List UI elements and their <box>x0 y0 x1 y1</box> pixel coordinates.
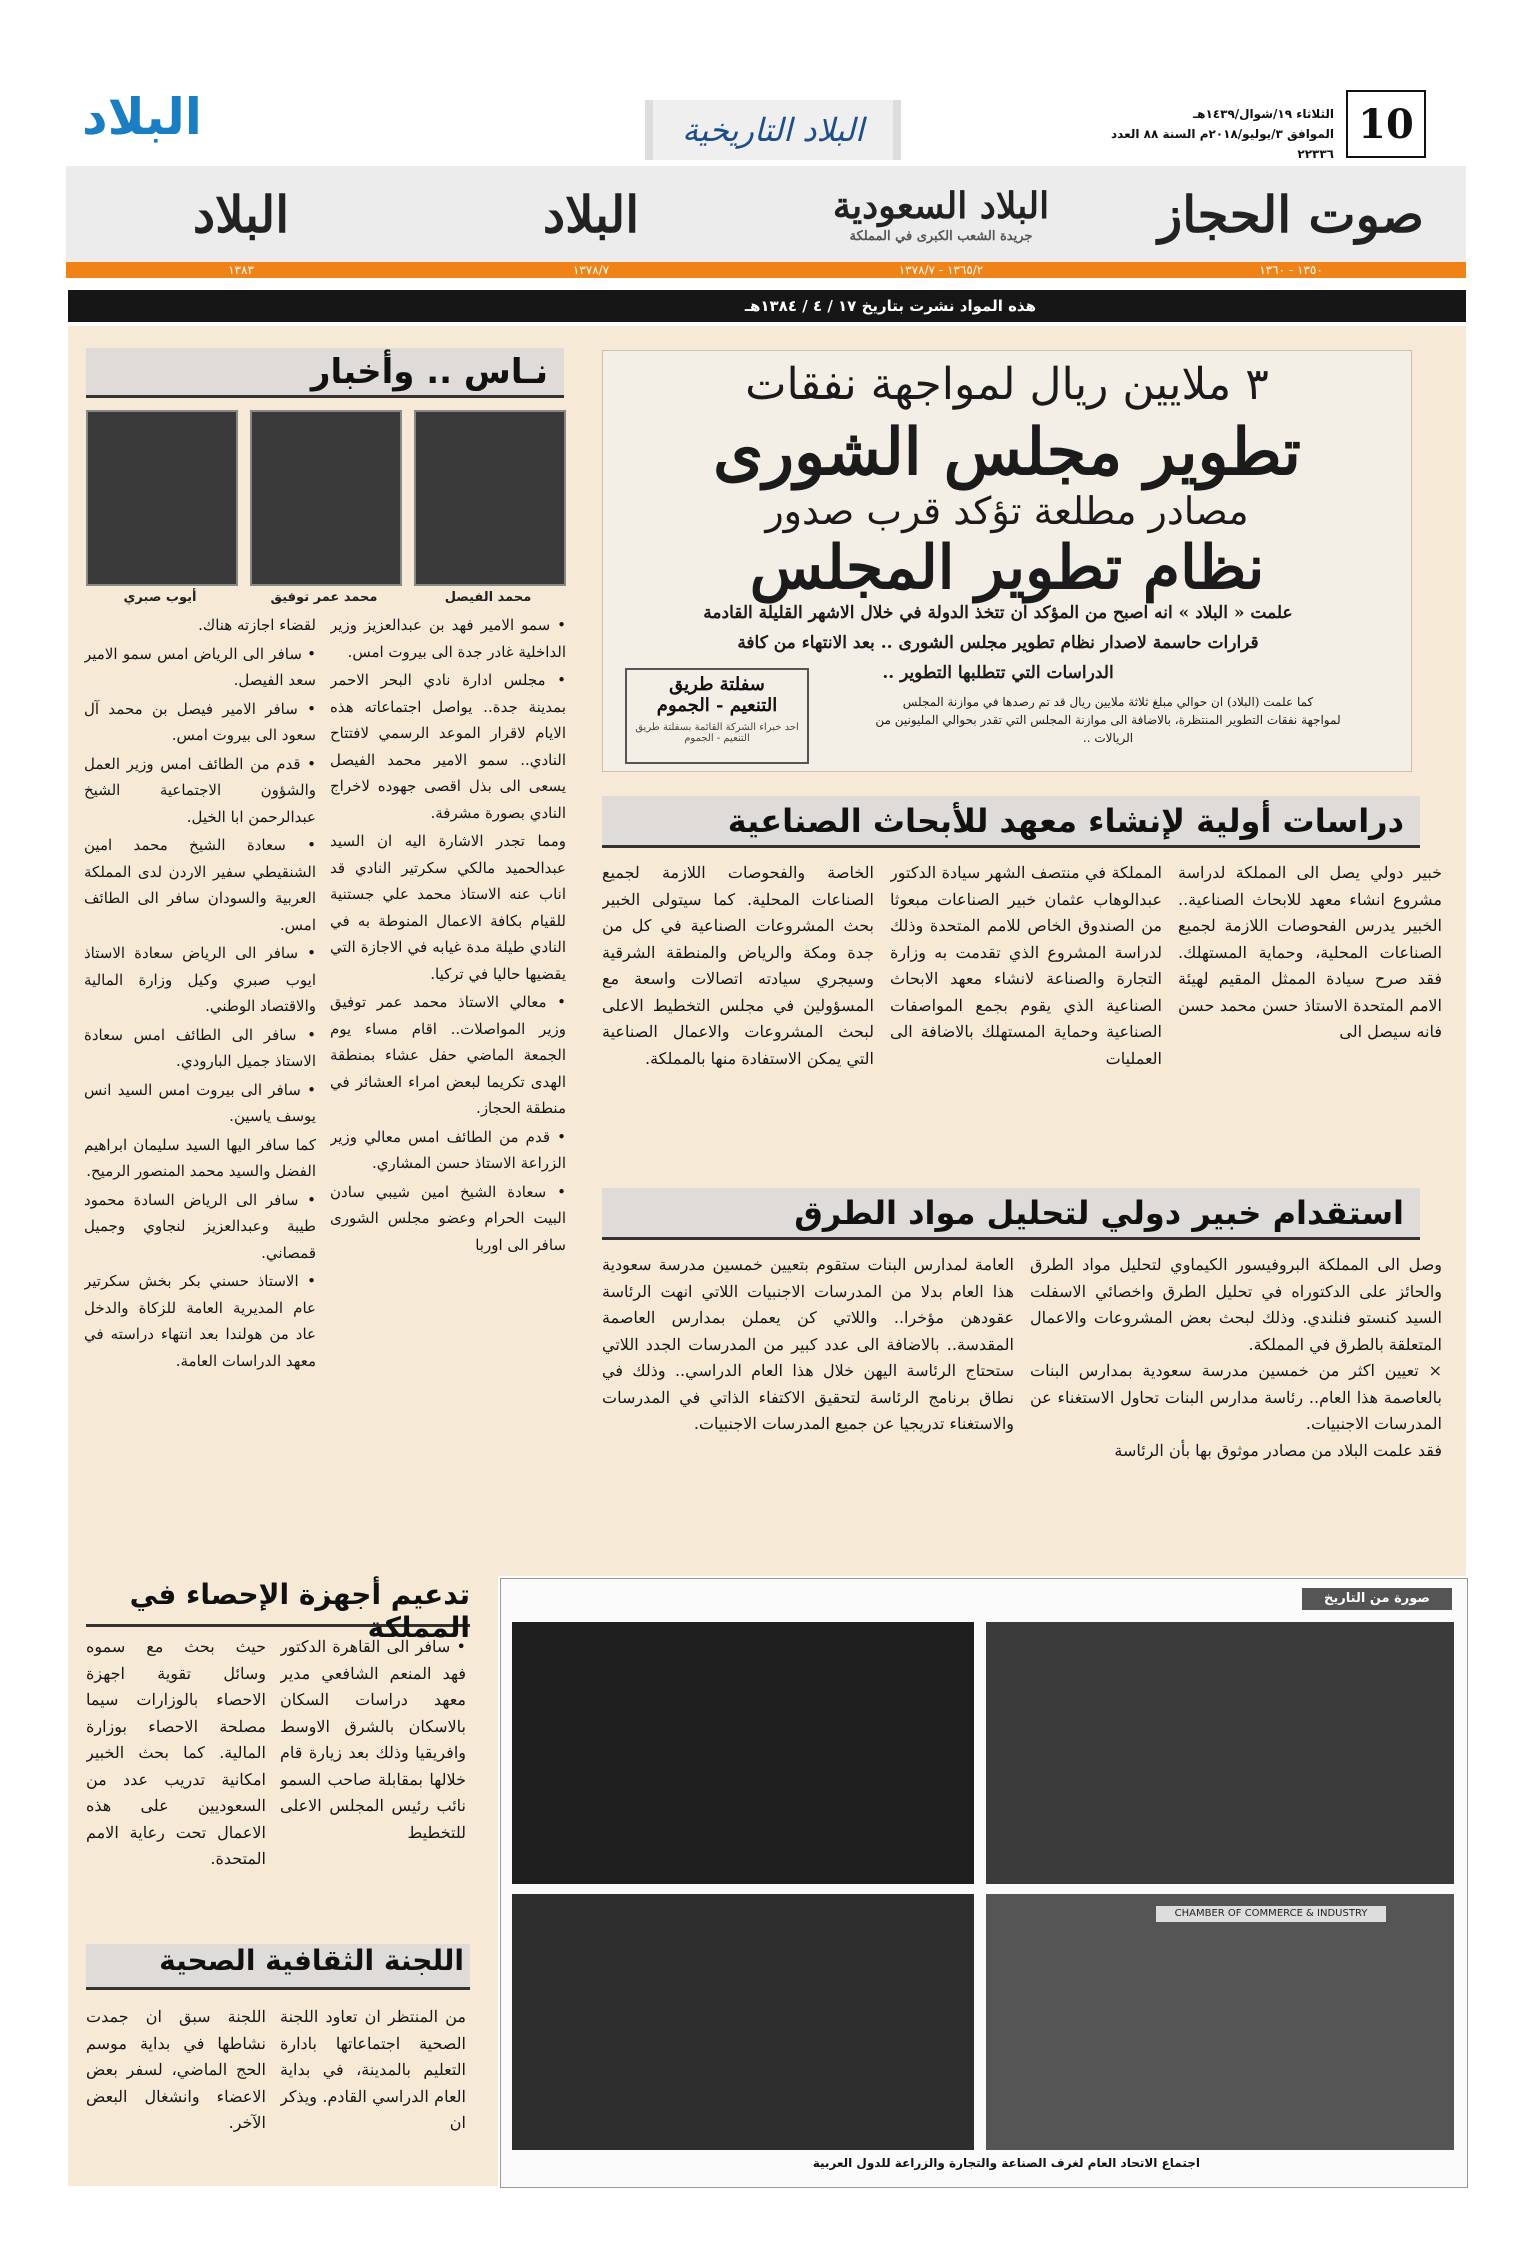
lead-body: كما علمت (البلاد) ان حوالي مبلغ ثلاثة ملايين ريال قد تم رصدها في موازنة المجلس <box>902 695 1314 709</box>
portrait-caption: محمد عمر توفيق <box>270 590 378 605</box>
people-news-column-right <box>330 612 566 1542</box>
masthead-years: ١٣٧٨/٧ <box>572 263 610 277</box>
news-item: لقضاء اجازته هناك. <box>198 616 316 634</box>
history-photo <box>512 1622 974 1884</box>
issue-date <box>1110 104 1334 164</box>
health-column-1: من المنتظر ان تعاود اللجنة الصحية اجتماعاتها بادارة التعليم بالمدينة، في بداية العام الدراسي القادم. ويذكر ان <box>280 2007 466 2132</box>
lead-headline-2: نظام تطوير المجلس <box>749 533 1265 603</box>
news-item: كما سافر اليها السيد سليمان ابراهيم الفضل والسيد محمد المنصور الرميح. <box>84 1135 316 1180</box>
history-photo-label: صورة من التاريخ <box>1302 1588 1452 1610</box>
roads-column-1: وصل الى المملكة البروفيسور الكيماوي لتحليل مواد الطرق والحائز على الدكتوراه في تحليل الطرق واخصائي الاسفلت السيد كنستو فنلندي. وذلك لبحث بعض المشروعات والاعمال المتعلقة بالطرق في المملكة. × تعيين اكثر من خمسين مدرسة سعودية بمدارس البنات بالعاصمة هذا العام.. رئاسة مدارس البنات تحاول الاستغناء عن المدرسات الاجنبيات. فقد علمت البلاد من مصادر موثوق بها بأن الرئاسة <box>1030 1255 1442 1460</box>
newspaper-logo: البلاد <box>82 88 202 146</box>
news-item: ومما تجدر الاشارة اليه ان السيد عبدالحميد مالكي سكرتير النادي قد اناب عنه الاستاذ محمد علي جستنية للقيام بكافة الاعمال المنوطة به في النادي طيلة مدة غيابه في الاجازة التي يقضيها حاليا في تركيا. <box>330 832 566 983</box>
chamber-banner: CHAMBER OF COMMERCE & INDUSTRY <box>1156 1906 1386 1922</box>
page-number: 10 <box>1346 90 1426 158</box>
lead-kicker: ٣ ملايين ريال لمواجهة نفقات <box>745 359 1269 410</box>
institute-column-1: خبير دولي يصل الى المملكة لدراسة مشروع انشاء معهد للابحاث الصناعية.. الخبير يدرس الفحوصات اللازمة لجميع الصناعات المحلية، وحماية المستهلك. فقد صرح سيادة الممثل المقيم لهيئة الامم المتحدة الاستاذ حسن محمد حسن فانه سيصل الى <box>1178 863 1442 1041</box>
lead-sidebar-box <box>625 668 809 764</box>
masthead-albilad-2: البلاد <box>192 184 290 244</box>
publication-date-bar <box>68 290 1466 322</box>
institute-column-3: الخاصة والفحوصات اللازمة لجميع الصناعات المحلية. كما سيتولى الخبير بحث المشروعات الصناعية في كل من جدة ومكة والرياض والمنطقة الشرقية وسيجري سيادته اتصالات واسعة مع المسؤولين في مجلس التخطيط الاعلى لبحث المشروعات والاعمال الصناعية التي يمكن الاستفادة منها بالمملكة. <box>602 863 874 1068</box>
lead-deck: مصادر مطلعة تؤكد قرب صدور <box>765 489 1249 533</box>
masthead-years: ١٣٦٥/٢ - ١٣٧٨/٧ <box>898 263 984 277</box>
lead-body: الريالات .. <box>1082 731 1134 745</box>
stats-column-2: حيث بحث مع سموه وسائل تقوية اجهزة الاحصاء بالوزارات سيما مصلحة الاحصاء بوزارة المالية. كما بحث الخبير امكانية تدريب عدد من السعوديين على هذه الاعمال تحت رعاية الامم المتحدة. <box>86 1637 266 1868</box>
lead-body: لمواجهة نفقات التطوير المنتظرة، بالاضافة الى موازنة المجلس التي تقدر بحوالي المليونين من <box>875 713 1341 727</box>
history-photo <box>986 1622 1454 1884</box>
masthead-years: ١٣٥٠ - ١٣٦٠ <box>1259 263 1323 277</box>
people-news-heading: نـاس .. وأخبار <box>86 348 564 398</box>
news-item: • سعادة الشيخ امين شيبي سادن البيت الحرام وعضو مجلس الشورى سافر الى اوربا <box>330 1182 566 1254</box>
news-item: • الاستاذ حسني بكر بخش سكرتير عام المديرية العامة للزكاة والدخل عاد من هولندا بعد انتهاء دراسته في معهد الدراسات العامة. <box>84 1272 316 1370</box>
news-item: • مجلس ادارة نادي البحر الاحمر بمدينة جدة.. يواصل اجتماعاته هذه الايام لاقرار الموعد الرسمي لافتتاح النادي.. سمو الامير محمد الفيصل يسعى الى بذل اقصى جهوده لاخراج النادي بصورة مشرفة. <box>330 671 566 822</box>
sidebar-title: سفلتة طريق <box>669 674 765 695</box>
lead-headline-1: تطوير مجلس الشورى <box>713 415 1301 490</box>
news-item: • قدم من الطائف امس معالي وزير الزراعة الاستاذ حسن المشاري. <box>330 1127 566 1172</box>
masthead-albilad-1: البلاد <box>542 184 640 244</box>
masthead-years-strip <box>66 262 1466 278</box>
sidebar-text: احد خبراء الشركة القائمة بسفلتة طريق التنعيم - الجموم <box>635 722 799 744</box>
history-photo <box>986 1894 1454 2150</box>
historic-mastheads <box>66 166 1466 262</box>
news-item: • سافر الى الرياض امس سمو الامير سعد الفيصل. <box>84 644 316 689</box>
history-photo-caption: اجتماع الاتحاد العام لغرف الصناعة والتجارة والزراعة للدول العربية <box>812 2156 1200 2170</box>
sidebar-title: التنعيم - الجموم <box>656 695 778 716</box>
news-item: • معالي الاستاذ محمد عمر توفيق وزير المواصلات.. اقام مساء يوم الجمعة الماضي حفل عشاء بمنطقة الهدى تكريما لبعض امراء العشائر في منطقة الحجاز. <box>330 993 566 1117</box>
lead-body: الدراسات التي تتطلبها التطوير .. <box>882 663 1114 683</box>
news-item: • سافر الامير فيصل بن محمد آل سعود الى بيروت امس. <box>84 699 316 744</box>
institute-heading: دراسات أولية لإنشاء معهد للأبحاث الصناعية <box>602 796 1420 848</box>
portrait-photo <box>86 410 238 586</box>
date-gregorian: الموافق ٣/يوليو/٢٠١٨م السنة ٨٨ العدد ٢٢٣٣٦ <box>1111 127 1334 161</box>
portrait-caption: أيوب صبري <box>123 590 197 605</box>
people-news-column-left <box>84 612 316 1542</box>
history-photo <box>512 1894 974 2150</box>
publication-note: هذه المواد نشرت بتاريخ ١٧ / ٤ / ١٣٨٤هـ <box>744 297 1036 315</box>
news-item: • سافر الى الطائف امس سعادة الاستاذ جميل البارودي. <box>84 1025 316 1070</box>
news-item: • سافر الى الرياض السادة محمود طيبة وعبدالعزيز لنجاوي وجميل قمصاني. <box>84 1190 316 1262</box>
health-column-2: اللجنة سبق ان جمدت نشاطها في بداية موسم الحج الماضي، لسفر بعض الاعضاء وانشغال البعض الآخر. <box>86 2007 266 2132</box>
lead-body: قرارات حاسمة لاصدار نظام تطوير مجلس الشورى .. بعد الانتهاء من كافة <box>737 633 1259 653</box>
masthead-sawt-alhijaz: صوت الحجاز <box>1158 184 1424 244</box>
news-item: • سعادة الشيخ محمد امين الشنقيطي سفير الاردن لدى المملكة العربية والسودان سافر الى الطائف امس. <box>84 836 316 934</box>
news-item: • سمو الامير فهد بن عبدالعزيز وزير الداخلية غادر جدة الى بيروت امس. <box>330 616 566 661</box>
lead-body: علمت « البلاد » انه اصبح من المؤكد ان تتخذ الدولة في خلال الاشهر القليلة القادمة <box>703 603 1293 623</box>
masthead-years: ١٣٨٣ <box>228 263 254 277</box>
news-item: • سافر الى بيروت امس السيد انس يوسف ياسين. <box>84 1080 316 1125</box>
institute-column-2: المملكة في منتصف الشهر سيادة الدكتور عبدالوهاب عثمان خبير الصناعات مبعوثا من الصندوق الخاص للامم المتحدة وذلك لدراسة المشروع الذي تقدمت به وزارة التجارة والصناعة لانشاء معهد الابحاث الصناعية الذي يقوم بجمع المواصفات الصناعية وحماية المستهلك بالاضافة الى العمليات <box>890 863 1162 1068</box>
roads-column-2: العامة لمدارس البنات ستقوم بتعيين خمسين مدرسة سعودية هذا العام بدلا من المدرسات الاجنبيات اللاتي انهت الرئاسة عقودهن مؤخرا.. واللاتي كن يعملن بمدارس العاصمة المقدسة.. بالاضافة الى عدد كبير من المدرسات الجدد اللاتي ستحتاج الرئاسة اليهن خلال هذا العام الدراسي.. وذلك في نطاق برنامج الرئاسة لتحقيق الاكتفاء الذاتي في المدرسات والاستغناء تدريجيا عن جميع المدرسات الاجنبيات. <box>602 1255 1014 1433</box>
portrait-caption: محمد الفيصل <box>444 590 532 605</box>
news-item: • قدم من الطائف امس وزير العمل والشؤون الاجتماعية الشيخ عبدالرحمن ابا الخيل. <box>84 754 316 826</box>
news-item: • سافر الى الرياض سعادة الاستاذ ايوب صبري وكيل وزارة المالية والاقتصاد الوطني. <box>84 944 316 1015</box>
masthead-albilad-alsaudia: البلاد السعودية جريدة الشعب الكبرى في المملكة <box>832 184 1050 244</box>
portrait-photo <box>414 410 566 586</box>
stats-column-1: • سافر الى القاهرة الدكتور فهد المنعم الشافعي مدير معهد دراسات السكان بالاسكان بالشرق الاوسط وافريقيا وذلك بعد زيارة قام خلالها بمقابلة صاحب السمو نائب رئيس المجلس الاعلى للتخطيط <box>280 1637 466 1842</box>
stats-heading: تدعيم أجهزة الإحصاء في المملكة <box>86 1578 470 1627</box>
roads-heading: استقدام خبير دولي لتحليل مواد الطرق <box>602 1188 1420 1240</box>
portrait-photo <box>250 410 402 586</box>
date-hijri: الثلاثاء ١٩/شوال/١٤٣٩هـ <box>1193 107 1334 121</box>
health-heading: اللجنة الثقافية الصحية <box>86 1944 470 1990</box>
history-section-banner: البلاد التاريخية <box>645 100 901 160</box>
